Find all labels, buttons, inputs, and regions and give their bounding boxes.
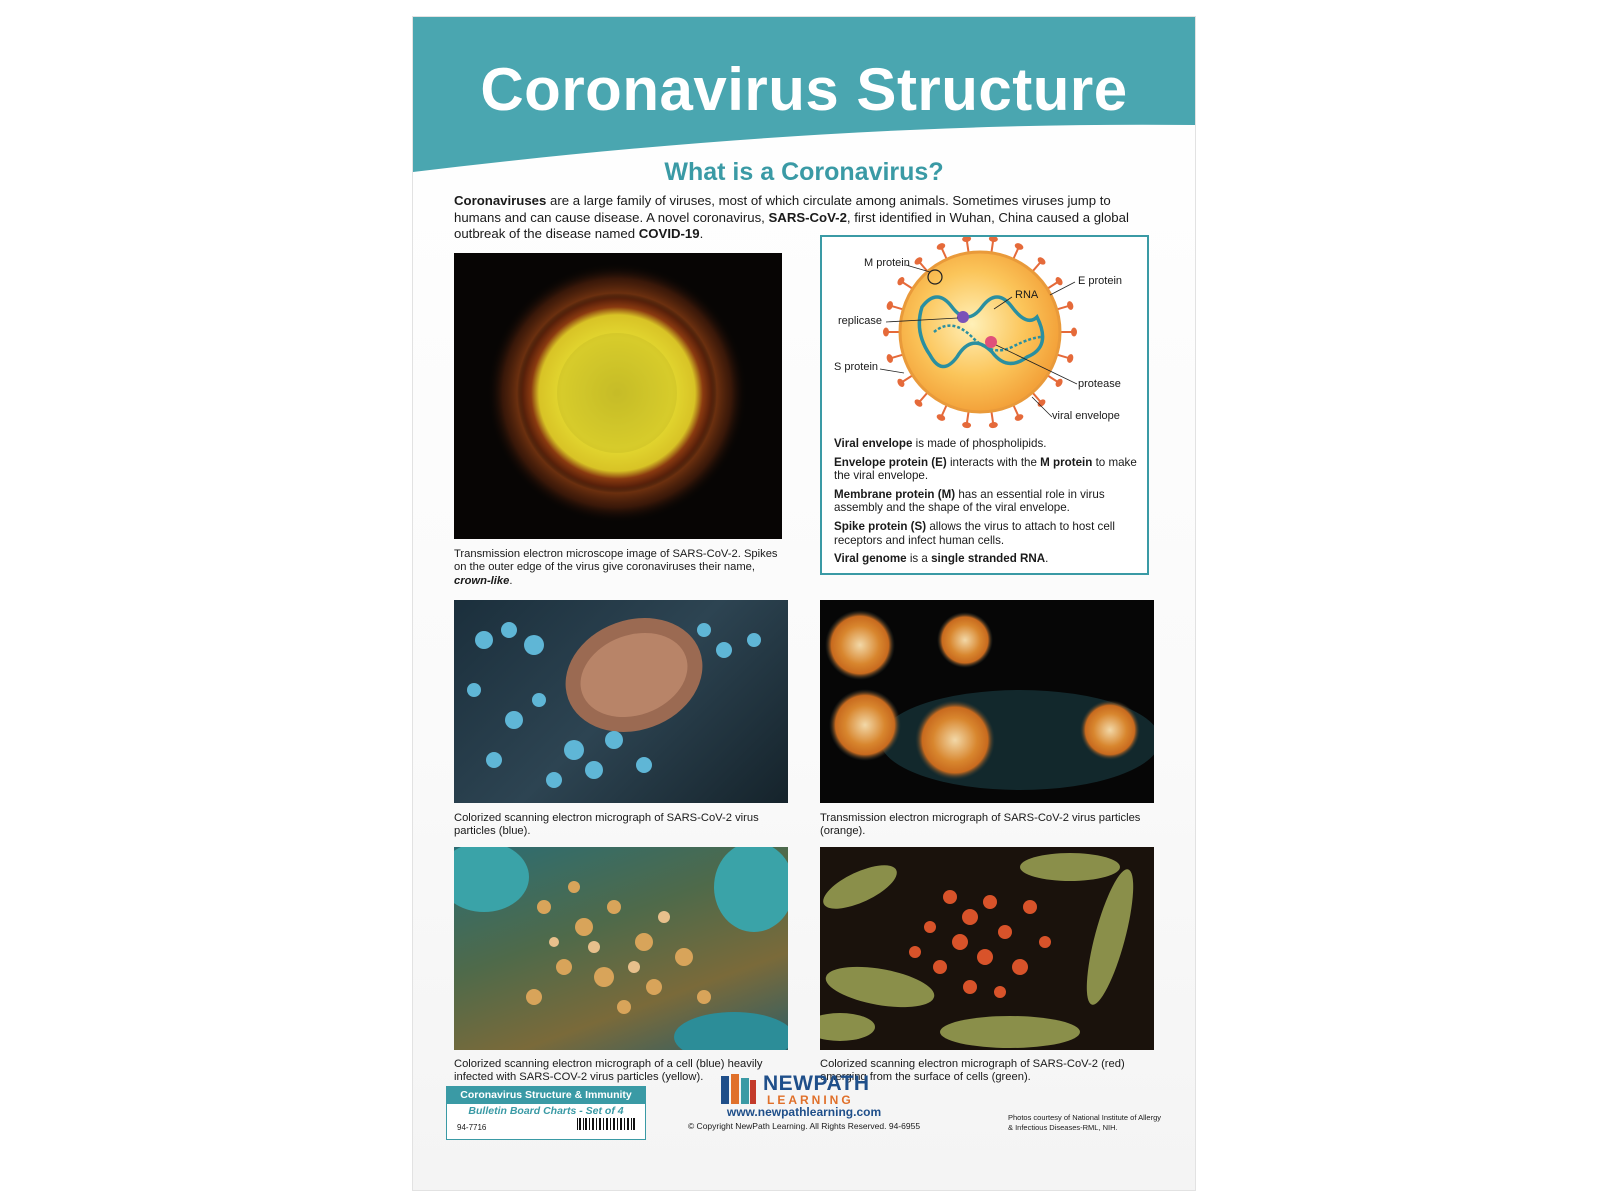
spike-stalk <box>1057 355 1069 358</box>
fact-term: M protein <box>1040 455 1093 469</box>
fact-viral-genome <box>834 552 1139 566</box>
spike-stalk <box>1032 392 1040 401</box>
caption-tem-main-end: . <box>509 574 513 587</box>
spike-stalk <box>1013 405 1018 416</box>
spike-head <box>1054 276 1064 287</box>
spike-head <box>936 413 947 422</box>
label-rna: RNA <box>1015 289 1039 301</box>
fact-text: allows the virus to attach to host cell receptors and infect human cells. <box>834 519 1115 547</box>
intro-term-coronaviruses: Coronaviruses <box>454 193 547 208</box>
fact-text: . <box>1045 552 1049 566</box>
fact-text: is made of phospholipids. <box>912 437 1047 450</box>
fact-term: Envelope protein (E) <box>834 455 947 469</box>
spike-stalk <box>1032 262 1040 271</box>
spike-head <box>962 237 972 243</box>
fact-envelope-protein <box>834 456 1139 483</box>
spike-stalk <box>892 306 904 309</box>
spike-stalk <box>1013 248 1018 259</box>
label-viral-envelope: viral envelope <box>1052 410 1120 422</box>
caption-tem-main <box>454 548 784 588</box>
fact-text: interacts with the <box>946 455 1041 469</box>
website-link[interactable]: www.newpathlearning.com <box>726 1105 882 1119</box>
spike-stalk <box>903 375 913 381</box>
spike-head <box>962 421 972 428</box>
fact-term: Membrane protein (M) <box>834 487 956 501</box>
spike-head <box>1066 353 1074 363</box>
spike-head <box>988 421 998 428</box>
spike-stalk <box>991 241 993 253</box>
fact-viral-envelope <box>834 437 1139 451</box>
spike-stalk <box>991 411 993 423</box>
intro-text-3: . <box>699 226 704 241</box>
spike-stalk <box>1057 306 1069 309</box>
spike-head <box>936 242 947 251</box>
copyright-text: © Copyright NewPath Learning. All Rights Reserved. 94-6955 <box>687 1121 921 1131</box>
spike-head <box>1014 242 1025 251</box>
spike-head <box>1071 328 1077 337</box>
product-code: 94-7716 <box>457 1123 487 1132</box>
spike-stalk <box>942 405 947 416</box>
poster <box>413 17 1195 1190</box>
photo-sem-blue <box>454 600 788 803</box>
spike-head <box>988 237 998 243</box>
intro-text-2: , first identified in Wuhan, China caused a global outbreak of the disease named <box>454 209 1129 241</box>
spike-stalk <box>1047 375 1057 381</box>
spike-stalk <box>1047 282 1057 288</box>
photo-sem-cell-yellow <box>454 847 788 1050</box>
caption-tem-main-text: Transmission electron microscope image of SARS-CoV-2. Spikes on the outer edge of the virus give coronaviruses their name, <box>454 548 778 574</box>
spike-stalk <box>892 355 904 358</box>
caption-tem-orange: Transmission electron micrograph of SARS-CoV-2 virus particles (orange). <box>820 812 1141 838</box>
fact-membrane-protein <box>834 488 1139 515</box>
intro-term-covid: COVID-19 <box>638 226 700 241</box>
caption-tem-main-em: crown-like <box>454 574 510 587</box>
fact-text: to make the viral envelope. <box>834 455 1137 483</box>
caption-sem-blue: Colorized scanning electron micrograph of SARS-CoV-2 virus particles (blue). <box>454 812 759 838</box>
set-label: Bulletin Board Charts - Set of 4 <box>468 1105 624 1117</box>
diagram-facts <box>834 437 1139 571</box>
series-label: Coronavirus Structure & Immunity <box>447 1087 645 1104</box>
spike-stalk <box>967 411 969 423</box>
fact-term: Spike protein (S) <box>834 519 927 533</box>
spike-head <box>896 276 906 287</box>
fact-spike-protein <box>834 520 1139 547</box>
intro-text-1: are a large family of viruses, most of which circulate among animals. Sometimes viruses jump to humans and can cause disease. A novel coronavirus, <box>454 193 1111 225</box>
photo-credits: Photos courtesy of National Institute of Allergy & Infectious Diseases-RML, NIH. <box>1008 1113 1161 1132</box>
fact-text: is a <box>906 552 932 566</box>
spike-head <box>886 353 894 363</box>
spike-stalk <box>942 248 947 259</box>
spike-head <box>886 300 894 310</box>
fact-term: Viral envelope <box>834 437 913 450</box>
label-protease: protease <box>1078 378 1121 390</box>
spike-stalk <box>903 282 913 288</box>
photo-sem-red-green <box>820 847 1154 1050</box>
caption-sem-red-green: Colorized scanning electron micrograph of SARS-CoV-2 (red) emerging from the surface of cells (green). <box>820 1058 1125 1084</box>
section-subtitle: What is a Coronavirus? <box>664 158 944 186</box>
spike-head <box>1066 300 1074 310</box>
label-replicase: replicase <box>838 315 883 327</box>
spike-head <box>896 377 906 388</box>
fact-text: has an essential role in virus assembly and the shape of the viral envelope. <box>834 487 1105 515</box>
logo-sub: LEARNING <box>767 1093 854 1107</box>
photo-tem-main <box>454 253 782 539</box>
spike-head <box>1054 377 1064 388</box>
books-icon <box>719 1072 759 1106</box>
virus-diagram-box <box>820 235 1149 575</box>
logo-name: NEWPATH <box>763 1072 870 1095</box>
label-s-protein: S protein <box>834 361 879 373</box>
fact-term: single stranded RNA <box>931 552 1046 566</box>
photo-tem-orange <box>820 600 1154 803</box>
spike-head <box>883 328 889 337</box>
spike-head <box>1014 413 1025 422</box>
page-title: Coronavirus Structure <box>480 56 1128 123</box>
label-m-protein: M protein <box>864 257 910 269</box>
spike-stalk <box>967 241 969 253</box>
caption-sem-cell-yellow: Colorized scanning electron micrograph of a cell (blue) heavily infected with SARS-COV-2 virus particles (yellow). <box>454 1058 763 1084</box>
intro-term-sars: SARS-CoV-2 <box>768 209 847 225</box>
spike-stalk <box>920 392 928 401</box>
fact-term: Viral genome <box>834 552 907 566</box>
label-e-protein: E protein <box>1078 275 1123 287</box>
